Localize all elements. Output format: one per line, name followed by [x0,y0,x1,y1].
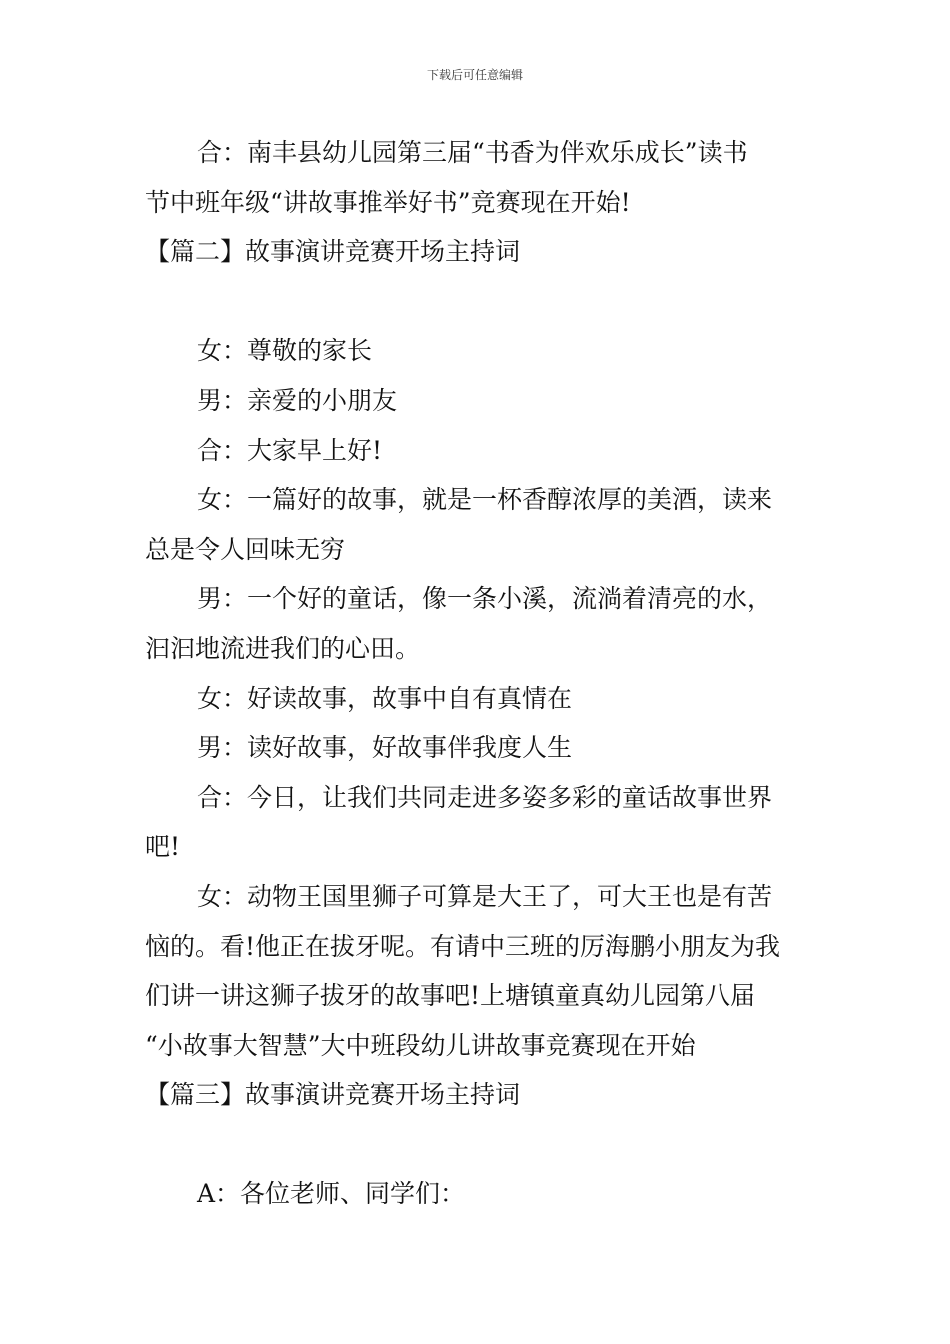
document-body [145,128,810,1219]
blank-line [145,277,810,327]
dialogue-line: 男：一个好的童话，像一条小溪，流淌着清亮的水， [197,584,773,614]
dialogue-line: 总是令人回味无穷 [145,534,346,564]
blank-line [145,1120,810,1170]
dialogue-line: 汩汩地流进我们的心田。 [145,633,421,663]
dialogue-line: 女：动物王国里狮子可算是大王了，可大王也是有苦 [197,881,773,911]
dialogue-line: 合：大家早上好! [197,435,383,465]
paragraph-line: 合：南丰县幼儿园第三届“书香为伴欢乐成长”读书 [197,138,748,167]
dialogue-line: 吧! [145,832,181,862]
dialogue-line: A：各位老师、同学们： [197,1179,466,1209]
dialogue-line: 女：好读故事，故事中自有真情在 [197,683,573,713]
dialogue-line: 合：今日，让我们共同走进多姿多彩的童话故事世界 [197,782,773,812]
dialogue-line: 女：尊敬的家长 [197,336,373,366]
dialogue-line: 恼的。看!他正在拔牙呢。有请中三班的厉海鹏小朋友为我 [145,931,781,961]
page-header: 下载后可任意编辑 [426,68,523,82]
dialogue-line: 女：一篇好的故事，就是一杯香醇浓厚的美酒，读来 [197,485,773,515]
dialogue-line: 们讲一讲这狮子拔牙的故事吧!上塘镇童真幼儿园第八届 [145,981,756,1011]
paragraph-line: 节中班年级“讲故事推举好书”竞赛现在开始! [145,187,631,217]
dialogue-line: 男：亲爱的小朋友 [197,385,398,415]
dialogue-line: “小故事大智慧”大中班段幼儿讲故事竞赛现在开始 [145,1030,696,1060]
section-heading: 【篇三】故事演讲竞赛开场主持词 [145,1080,521,1110]
dialogue-line: 男：读好故事，好故事伴我度人生 [197,733,573,763]
section-heading: 【篇二】故事演讲竞赛开场主持词 [145,237,521,267]
